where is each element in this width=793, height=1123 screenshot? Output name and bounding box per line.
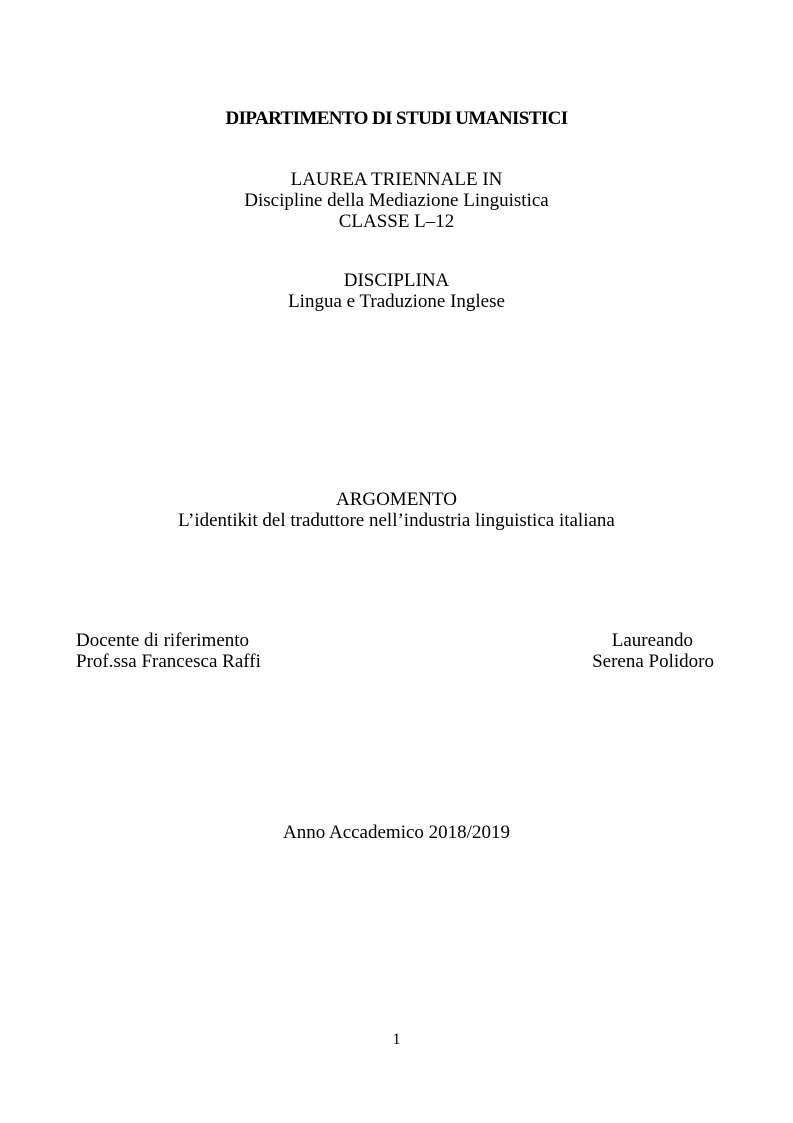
degree-class: CLASSE L–12 bbox=[338, 211, 455, 232]
discipline-label: DISCIPLINA bbox=[343, 270, 450, 291]
degree-label: LAUREA TRIENNALE IN bbox=[290, 169, 503, 190]
degree-course: Discipline della Mediazione Linguistica bbox=[244, 190, 549, 211]
candidate-block bbox=[592, 630, 714, 672]
department-title: DIPARTIMENTO DI STUDI UMANISTICI bbox=[225, 108, 568, 129]
supervisor-name: Prof.ssa Francesca Raffi bbox=[76, 651, 261, 672]
candidate-name: Serena Polidoro bbox=[592, 651, 714, 672]
topic-label: ARGOMENTO bbox=[335, 489, 458, 510]
discipline-value: Lingua e Traduzione Inglese bbox=[288, 291, 505, 312]
supervisor-block bbox=[76, 630, 261, 672]
page-number: 1 bbox=[392, 1031, 401, 1048]
candidate-role: Laureando bbox=[611, 630, 693, 651]
topic-value: L’identikit del traduttore nell’industria linguistica italiana bbox=[178, 510, 615, 531]
academic-year: Anno Accademico 2018/2019 bbox=[283, 822, 510, 843]
supervisor-role: Docente di riferimento bbox=[76, 630, 250, 651]
